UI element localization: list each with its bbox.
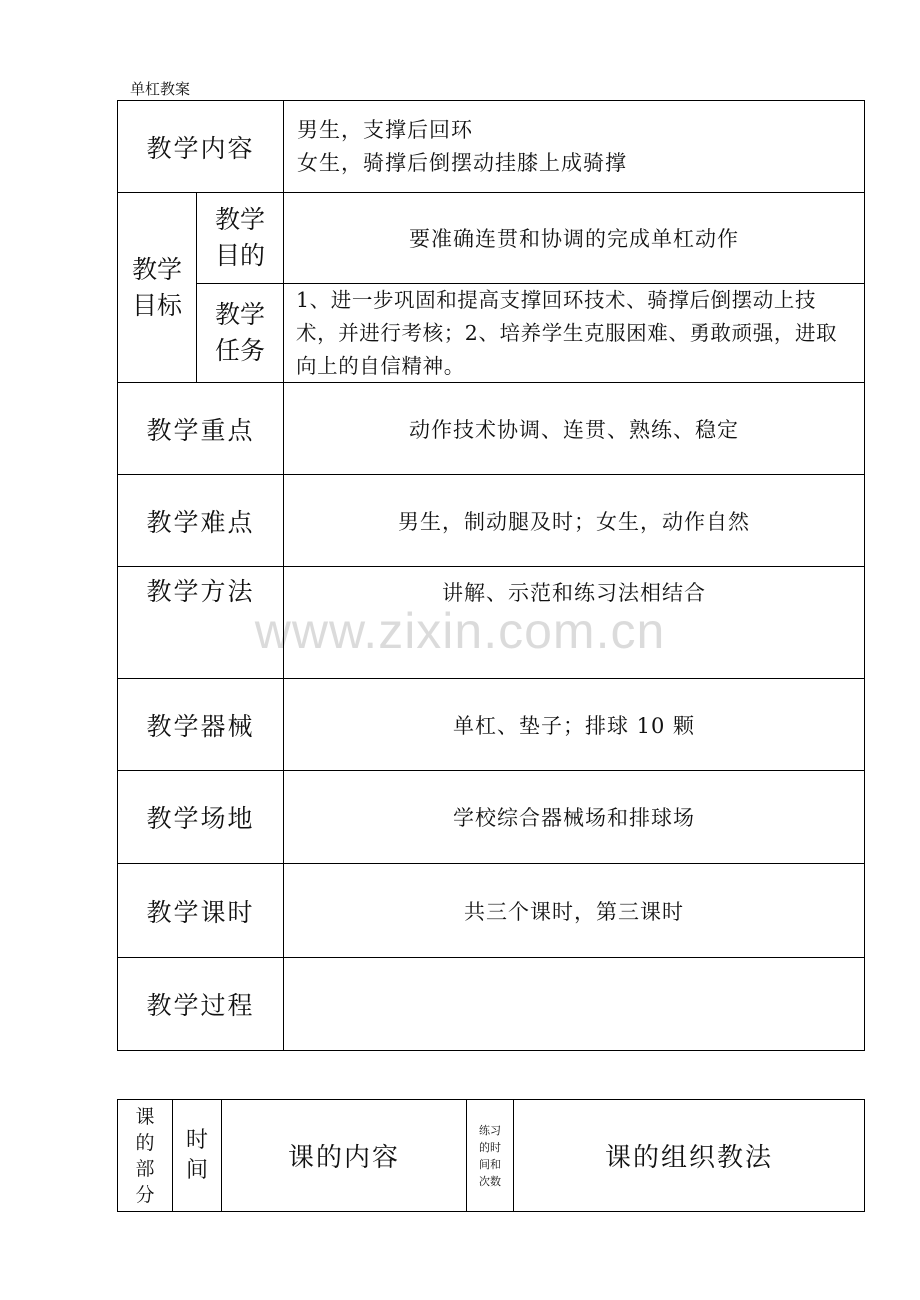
hours-label: 教学课时 (146, 897, 255, 927)
equipment-label-cell (117, 678, 284, 771)
goal-label-cell (117, 192, 197, 383)
method-value-cell (283, 566, 865, 679)
task-label-line-1: 教学 (214, 300, 265, 329)
part-char-1: 课 (135, 1105, 155, 1128)
focus-label-cell (117, 382, 284, 475)
difficulty-value-cell (283, 474, 865, 567)
equipment-label: 教学器械 (146, 711, 255, 741)
content-header-cell (221, 1099, 467, 1212)
process-label-cell (117, 957, 284, 1051)
part-char-4: 分 (135, 1183, 155, 1206)
process-value-cell (283, 957, 865, 1051)
document-header: 单杠教案 (130, 80, 191, 98)
focus-label: 教学重点 (146, 415, 255, 445)
purpose-label-cell (196, 192, 284, 284)
content-value-cell (283, 100, 865, 193)
part-char-2: 的 (135, 1131, 155, 1154)
task-label-cell (196, 283, 284, 383)
difficulty-label-cell (117, 474, 284, 567)
difficulty-value: 男生，制动腿及时；女生，动作自然 (398, 509, 750, 534)
content-line-1: 男生，支撑后回环 (297, 117, 473, 142)
task-label-line-2: 任务 (214, 336, 265, 365)
method-label: 教学方法 (146, 577, 255, 606)
venue-value-cell (283, 770, 865, 864)
practice-line-2: 的时 (479, 1140, 501, 1154)
content-line-2: 女生，骑撑后倒摆动挂膝上成骑撑 (297, 150, 627, 175)
hours-label-cell (117, 863, 284, 958)
hours-value: 共三个课时，第三课时 (464, 899, 684, 924)
goal-label-line-1: 教学 (131, 254, 182, 284)
focus-value: 动作技术协调、连贯、熟练、稳定 (409, 417, 739, 442)
method-label-cell (117, 566, 284, 679)
goal-label-line-2: 目标 (131, 290, 182, 320)
focus-value-cell (283, 382, 865, 475)
venue-value: 学校综合器械场和排球场 (453, 806, 695, 830)
practice-line-3: 间和 (479, 1157, 501, 1171)
process-label: 教学过程 (146, 991, 255, 1020)
method-header-cell (513, 1099, 865, 1212)
content-label-cell (117, 100, 284, 193)
task-value-cell (283, 283, 865, 383)
practice-line-4: 次数 (479, 1174, 501, 1188)
equipment-value: 单杠、垫子；排球 10 颗 (452, 713, 696, 738)
time-char-1: 时 (185, 1127, 208, 1153)
method-value: 讲解、示范和练习法相结合 (442, 581, 706, 605)
purpose-value: 要准确连贯和协调的完成单杠动作 (409, 227, 739, 251)
practice-header-cell (466, 1099, 514, 1212)
time-header-cell (172, 1099, 222, 1212)
part-header-cell (117, 1099, 173, 1212)
watermark: www.zixin.com.cn (254, 603, 666, 659)
hours-value-cell (283, 863, 865, 958)
task-value: 1、进一步巩固和提高支撑回环技术、骑撑后倒摆动上技术，并进行考核；2、培养学生克服困难、勇敢顽强，进取向上的自信精神。 (296, 287, 838, 378)
venue-label: 教学场地 (146, 804, 255, 833)
lesson-content-header: 课的内容 (287, 1143, 400, 1173)
equipment-value-cell (283, 678, 865, 771)
purpose-label-line-1: 教学 (214, 205, 265, 234)
purpose-label-line-2: 目的 (214, 241, 265, 270)
practice-line-1: 练习 (479, 1123, 501, 1137)
time-char-2: 间 (185, 1157, 208, 1183)
difficulty-label: 教学难点 (146, 507, 255, 537)
content-label: 教学内容 (146, 133, 255, 163)
part-char-3: 部 (135, 1157, 155, 1180)
organization-method-header: 课的组织教法 (604, 1143, 773, 1173)
purpose-value-cell (283, 192, 865, 284)
venue-label-cell (117, 770, 284, 864)
